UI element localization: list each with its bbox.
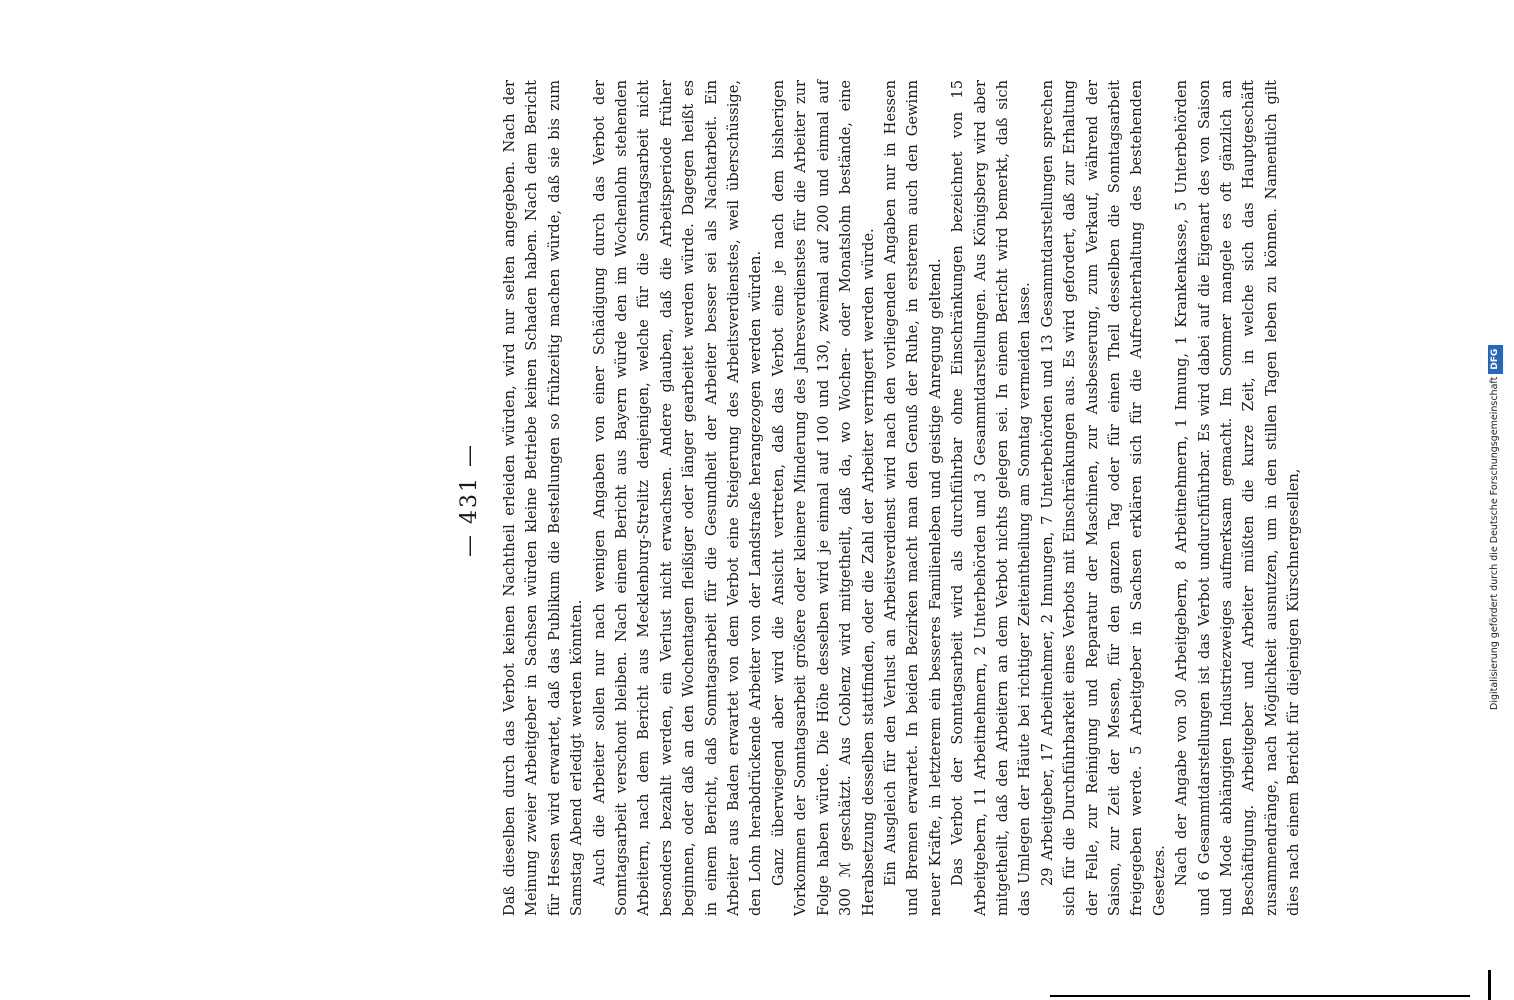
paragraph-3: Ganz überwiegend aber wird die Ansicht vertreten, daß das Verbot eine je nach dem bisherigen Vorkommen der Sonntagsarbeit größere oder kleinere Minderung des Jahresverdienstes für die Arbeiter zur Folge haben würde. Die Höhe desselben wird je einmal auf 100 und 130, zweimal auf 200 und einmal auf 300 ℳ geschätzt. Aus Coblenz wird mitgetheilt, daß da, wo Wochen- oder Monatslohn bestände, eine Herabsetzung desselben stattfinden, oder die Zahl der Arbeiter verringert werden würde. (769, 80, 877, 916)
paragraph-2: Auch die Arbeiter sollen nur nach wenigen Angaben von einer Schädigung durch das Verbot der Sonntagsarbeit verschont bleiben. Nach einem Bericht aus Bayern würde den im Wochenlohn stehenden Arbeitern, nach dem Bericht aus Mecklenburg-Strelitz denjenigen, welche für die Sonntagsarbeit nicht besonders bezahlt werden, ein Verlust nicht erwachsen. Andere glauben, daß die Arbeitsperiode früher beginnen, oder daß an den Wochentagen fleißiger oder länger gearbeitet werden würde. Dagegen heißt es in einem Bericht, daß Sonntagsarbeit für die Gesundheit der Arbeiter besser sei als Nachtarbeit. Ein Arbeiter aus Baden erwartet von dem Verbot eine Steigerung des Arbeitsverdienstes, weil überschüssige, den Lohn herabdrückende Arbeiter von der Landstraße herangezogen werden würden. (590, 80, 765, 916)
digitization-note-text: Digitalisierung gefördert durch die Deutsche Forschungsgemeinschaft (1489, 376, 1500, 710)
paragraph-5: Das Verbot der Sonntagsarbeit wird als durchführbar ohne Einschränkungen bezeichnet von 15 Arbeitgebern, 11 Arbeitnehmern, 2 Unterbehörden und 3 Gesammtdarstellungen. Aus Königsberg wird aber mitgetheilt, daß den Arbeitern an dem Verbot nichts gelegen sei. In einem Bericht wird bemerkt, daß sich das Umlegen der Häute bei richtiger Zeiteintheilung am Sonntag vermeiden lasse. (949, 80, 1034, 916)
body-text (499, 80, 1303, 916)
page-edge-line (1488, 970, 1491, 1000)
paragraph-7: Nach der Angabe von 30 Arbeitgebern, 8 Arbeitnehmern, 1 Innung, 1 Krankenkasse, 5 Unterbehörden und 6 Gesammtdarstellungen ist das Verbot undurchführbar. Es wird dabei auf die Eigenart des von Saison und Mode abhängigen Industriezweiges aufmerksam gemacht. Im Sommer mangele es oft gänzlich an Beschäftigung. Arbeitgeber und Arbeiter müßten die kurze Zeit, in welche sich das Hauptgeschäft zusammendränge, nach Möglichkeit ausnutzen, um in den stillen Tagen leben zu können. Namentlich gilt dies nach einem Bericht für diejenigen Kürschnergesellen, (1173, 80, 1303, 916)
paragraph-6: 29 Arbeitgeber, 17 Arbeitnehmer, 2 Innungen, 7 Unterbehörden und 13 Gesammtdarstellungen sprechen sich für die Durchführbarkeit eines Verbots mit Einschränkungen aus. Es wird gefordert, daß zur Erhaltung der Felle, zur Reinigung und Reparatur der Maschinen, zur Ausbesserung, zum Verkauf, während der Saison, zur Zeit der Messen, für den ganzen Tag oder für einen Theil desselben die Sonntagsarbeit freigegeben werde. 5 Arbeitgeber in Sachsen erklären sich für die Aufrechterhaltung des bestehenden Gesetzes. (1038, 80, 1168, 916)
digitization-note (1486, 290, 1504, 710)
scan-artifact (1050, 995, 1470, 997)
paragraph-1: Daß dieselben durch das Verbot keinen Nachtheil erleiden würden, wird nur selten angegeben. Nach der Meinung zweier Arbeitgeber in Sachsen würden kleine Betriebe keinen Schaden haben. Nach dem Bericht für Hessen wird erwartet, daß das Publikum die Bestellungen so frühzeitig machen würde, daß sie bis zum Samstag Abend erledigt werden könnten. (501, 80, 586, 916)
rotated-page (457, 70, 1303, 930)
paragraph-4: Ein Ausgleich für den Verlust an Arbeitsverdienst wird nach den vorliegenden Angaben nur in Hessen und Bremen erwartet. In beiden Bezirken macht man den Genuß der Ruhe, in ersterem auch den Gewinn neuer Kräfte, in letzterem ein besseres Familienleben und geistige Anregung geltend. (881, 80, 944, 916)
dfg-logo-badge: DFG (1488, 345, 1503, 374)
page-number: — 431 — (457, 443, 482, 557)
